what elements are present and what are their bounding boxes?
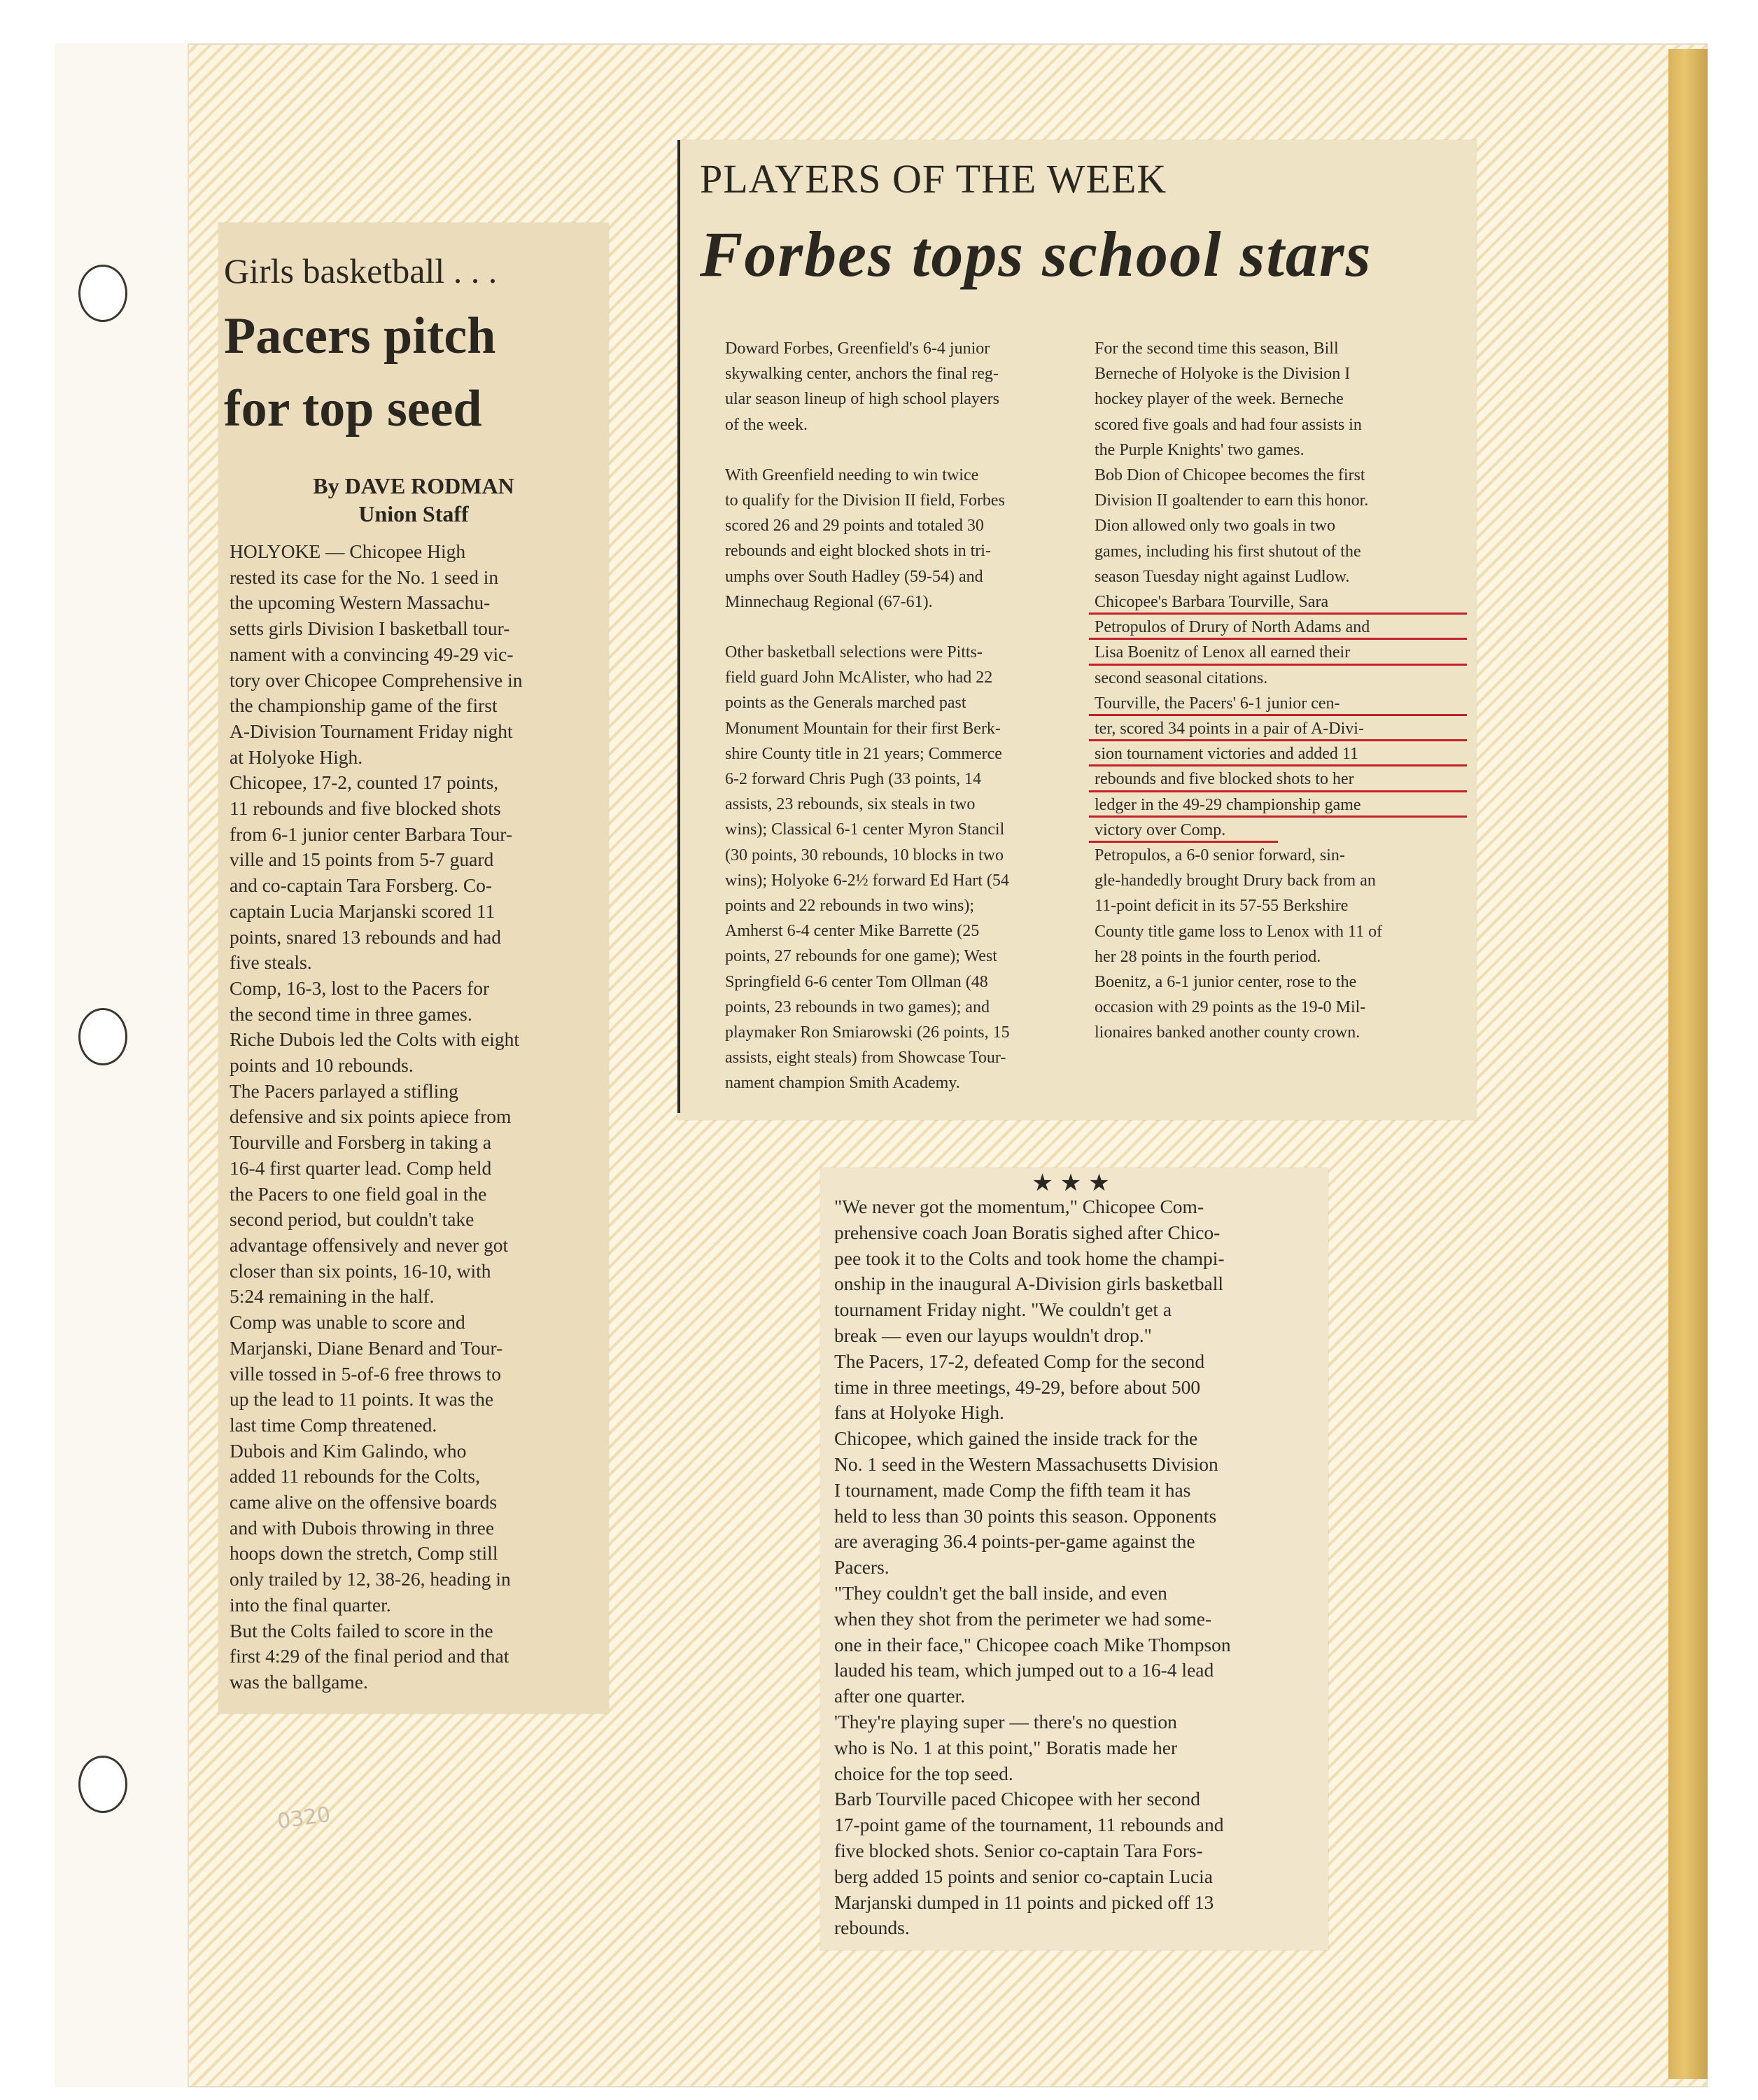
text-line: Marjanski, Diane Benard and Tour- (230, 1336, 503, 1359)
text-line: Boenitz, a 6-1 junior center, rose to the (1095, 973, 1357, 992)
article-right-column (1095, 336, 1382, 1046)
red-underline (1089, 612, 1467, 615)
red-underline (1089, 664, 1467, 666)
section-heading: PLAYERS OF THE WEEK (700, 156, 1167, 202)
text-line: last time Comp threatened. (230, 1413, 437, 1436)
text-line: rebounds and five blocked shots to her (1095, 770, 1354, 789)
text-line: first 4:29 of the final period and that (230, 1645, 509, 1667)
text-line: field guard John McAlister, who had 22 (725, 668, 993, 687)
text-line: the championship game of the first (230, 694, 498, 717)
text-line: No. 1 seed in the Western Massachusetts Division (834, 1452, 1218, 1475)
clipping-momentum (820, 1168, 1328, 1950)
text-line: (30 points, 30 rebounds, 10 blocks in two (725, 846, 1004, 864)
text-line: advantage offensively and never got (230, 1233, 509, 1256)
text-line: captain Lucia Marjanski scored 11 (230, 899, 495, 922)
text-line: points, snared 13 rebounds and had (230, 925, 501, 948)
text-line: five blocked shots. Senior co-captain Tara Fors- (834, 1839, 1203, 1861)
clipping-players-of-week (677, 140, 1477, 1120)
text-line: ville tossed in 5-of-6 free throws to (230, 1362, 501, 1385)
text-line (725, 438, 1010, 463)
text-line (725, 615, 1010, 640)
text-line: A-Division Tournament Friday night (230, 720, 513, 742)
text-line: Chicopee, 17-2, counted 17 points, (230, 771, 499, 794)
text-line: into the final quarter. (230, 1593, 391, 1616)
binder-hole-middle (78, 1008, 127, 1065)
byline: By DAVE RODMAN (313, 473, 514, 498)
text-line: one in their face," Chicopee coach Mike Thompson (834, 1633, 1231, 1656)
text-line: points as the Generals marched past (725, 694, 966, 713)
text-line: the upcoming Western Massachu- (230, 592, 491, 614)
article-left-column (725, 336, 1010, 1096)
text-line: prehensive coach Joan Boratis sighed after Chico- (834, 1221, 1221, 1243)
text-line: ville and 15 points from 5-7 guard (230, 848, 494, 871)
text-line: scored five goals and had four assists in (1095, 415, 1362, 434)
text-line: from 6-1 junior center Barbara Tour- (230, 822, 513, 845)
text-line: Doward Forbes, Greenfield's 6-4 junior (725, 340, 990, 358)
text-line: games, including his first shutout of the (1095, 542, 1361, 561)
kicker: Girls basketball . . . (224, 251, 498, 290)
red-underline (1089, 764, 1467, 766)
text-line: rebounds and eight blocked shots in tri- (725, 542, 991, 561)
text-line: the second time in three games. (230, 1002, 472, 1025)
text-line: the Purple Knights' two games. (1095, 440, 1305, 459)
text-line: who is No. 1 at this point," Boratis made her (834, 1736, 1178, 1758)
text-line: Marjanski dumped in 11 points and picked off 13 (834, 1891, 1214, 1913)
red-underline (1089, 816, 1467, 818)
text-line: added 11 rebounds for the Colts, (230, 1465, 480, 1488)
text-line: break — even our layups wouldn't drop." (834, 1324, 1152, 1346)
text-line: shire County title in 21 years; Commerce (725, 744, 1002, 763)
text-line: Chicopee, which gained the inside track for the (834, 1427, 1198, 1450)
text-line: rebounds. (834, 1917, 910, 1939)
text-line: and with Dubois throwing in three (230, 1516, 495, 1539)
text-line: With Greenfield needing to win twice (725, 465, 979, 484)
text-line: Tourville and Forsberg in taking a (230, 1131, 492, 1154)
text-line: closer than six points, 16-10, with (230, 1259, 491, 1282)
text-line: nament champion Smith Academy. (725, 1074, 960, 1093)
text-line: at Holyoke High. (230, 746, 363, 768)
text-line: Monument Mountain for their first Berk- (725, 719, 1001, 738)
text-line: ledger in the 49-29 championship game (1095, 795, 1361, 814)
text-line: pee took it to the Colts and took home the champi- (834, 1247, 1225, 1269)
text-line: Riche Dubois led the Colts with eight (230, 1028, 519, 1051)
text-line: hockey player of the week. Berneche (1095, 390, 1344, 409)
page-edge-gold (1668, 49, 1708, 2079)
text-line: time in three meetings, 49-29, before about 500 (834, 1376, 1201, 1398)
text-line: was the ballgame. (230, 1670, 368, 1693)
text-line: Dion allowed only two goals in two (1095, 517, 1335, 536)
text-line: fans at Holyoke High. (834, 1401, 1004, 1424)
clipping-pacers-pitch (218, 223, 609, 1714)
text-line: points, 27 rebounds for one game); West (725, 947, 997, 966)
text-line: defensive and six points apiece from (230, 1105, 512, 1128)
text-line: nament with a convincing 49-29 vic- (230, 643, 514, 665)
text-line: Berneche of Holyoke is the Division I (1095, 365, 1351, 384)
text-line: Tourville, the Pacers' 6-1 junior cen- (1095, 694, 1340, 713)
text-line: came alive on the offensive boards (230, 1491, 498, 1513)
text-line: HOLYOKE — Chicopee High (230, 540, 466, 562)
text-line: The Pacers parlayed a stifling (230, 1079, 458, 1102)
text-line: The Pacers, 17-2, defeated Comp for the second (834, 1350, 1205, 1372)
text-line: five steals. (230, 951, 312, 974)
text-line: For the second time this season, Bill (1095, 340, 1339, 358)
text-line: skywalking center, anchors the final reg- (725, 365, 999, 384)
text-line: 16-4 first quarter lead. Comp held (230, 1156, 492, 1179)
text-line: Dubois and Kim Galindo, who (230, 1439, 467, 1462)
byline-org: Union Staff (358, 501, 469, 526)
text-line: ter, scored 34 points in a pair of A-Divi- (1095, 720, 1364, 738)
text-line: Chicopee's Barbara Tourville, Sara (1095, 593, 1329, 612)
text-line: wins); Holyoke 6-2½ forward Ed Hart (54 (725, 871, 1009, 890)
text-line: lauded his team, which jumped out to a 16-4 lead (834, 1659, 1214, 1681)
text-line: hoops down the stretch, Comp still (230, 1542, 498, 1564)
text-line: assists, eight steals) from Showcase Tour- (725, 1049, 1006, 1068)
text-line: But the Colts failed to score in the (230, 1619, 493, 1642)
text-line: Amherst 6-4 center Mike Barrette (25 (725, 922, 980, 941)
text-line: Comp was unable to score and (230, 1311, 465, 1334)
article-body (834, 1194, 1231, 1941)
text-line: 6-2 forward Chris Pugh (33 points, 14 (725, 770, 981, 789)
text-line: "We never got the momentum," Chicopee Com- (834, 1196, 1204, 1217)
headline: Forbes tops school stars (700, 218, 1372, 290)
text-line: points and 22 rebounds in two wins); (725, 897, 974, 916)
text-line: to qualify for the Division II field, Forbes (725, 491, 1005, 510)
text-line: 'They're playing super — there's no question (834, 1710, 1177, 1732)
text-line: umphs over South Hadley (59-54) and (725, 567, 983, 586)
text-line: Pacers. (834, 1556, 889, 1578)
text-line: are averaging 36.4 points-per-game against the (834, 1530, 1195, 1553)
text-line: Comp, 16-3, lost to the Pacers for (230, 976, 490, 999)
text-line: points, 23 rebounds in two games); and (725, 997, 990, 1016)
text-line: ular season lineup of high school players (725, 390, 999, 409)
text-line: of the week. (725, 415, 808, 434)
text-line: scored 26 and 29 points and totaled 30 (725, 517, 984, 536)
text-line: 11 rebounds and five blocked shots (230, 797, 501, 820)
text-line: only trailed by 12, 38-26, heading in (230, 1568, 511, 1590)
red-underline (1089, 841, 1278, 843)
text-line: Petropulos of Drury of North Adams and (1095, 618, 1370, 637)
binder-hole-bottom (78, 1756, 127, 1813)
text-line: after one quarter. (834, 1685, 966, 1707)
text-line: 11-point deficit in its 57-55 Berkshire (1095, 897, 1349, 916)
text-line: Lisa Boenitz of Lenox all earned their (1095, 643, 1351, 662)
text-line: Barb Tourville paced Chicopee with her second (834, 1788, 1200, 1810)
text-line: rested its case for the No. 1 seed in (230, 566, 499, 588)
pencil-mark: 0320 (275, 1802, 332, 1835)
binder-hole-top (78, 265, 127, 322)
text-line: playmaker Ron Smiarowski (26 points, 15 (725, 1023, 1010, 1042)
text-line: victory over Comp. (1095, 820, 1226, 839)
red-underline (1089, 790, 1467, 792)
stars-divider: ★★★ (1032, 1170, 1117, 1196)
text-line: setts girls Division I basketball tour- (230, 617, 510, 640)
text-line: I tournament, made Comp the fifth team it has (834, 1478, 1191, 1501)
text-line: Other basketball selections were Pitts- (725, 643, 983, 662)
text-line: choice for the top seed. (834, 1762, 1013, 1784)
text-line: second period, but couldn't take (230, 1208, 474, 1231)
column-rule (677, 140, 680, 1113)
text-line: wins); Classical 6-1 center Myron Stancil (725, 820, 1005, 839)
headline (224, 300, 495, 445)
text-line: "They couldn't get the ball inside, and even (834, 1581, 1167, 1604)
text-line: berg added 15 points and senior co-captain Lucia (834, 1865, 1213, 1887)
text-line: points and 10 rebounds. (230, 1054, 414, 1077)
text-line: the Pacers to one field goal in the (230, 1182, 487, 1205)
text-line: onship in the inaugural A-Division girls basketball (834, 1273, 1224, 1295)
headline-line-1: Pacers pitch (224, 307, 496, 365)
text-line: Bob Dion of Chicopee becomes the first (1095, 466, 1365, 485)
text-line: assists, 23 rebounds, six steals in two (725, 795, 976, 814)
text-line: held to less than 30 points this season. Opponents (834, 1504, 1217, 1527)
article-body (230, 539, 523, 1695)
text-line: 17-point game of the tournament, 11 rebounds and (834, 1814, 1224, 1836)
text-line: County title game loss to Lenox with 11 of (1095, 922, 1383, 941)
red-underline (1089, 739, 1467, 741)
text-line: second seasonal citations. (1095, 668, 1268, 687)
text-line: her 28 points in the fourth period. (1095, 947, 1321, 966)
text-line: Minnechaug Regional (67-61). (725, 592, 933, 611)
text-line: up the lead to 11 points. It was the (230, 1388, 494, 1410)
text-line: tournament Friday night. "We couldn't get a (834, 1298, 1172, 1321)
red-underline (1089, 638, 1467, 640)
text-line: occasion with 29 points as the 19-0 Mil- (1095, 998, 1366, 1017)
text-line: gle-handedly brought Drury back from an (1095, 872, 1376, 890)
text-line: Springfield 6-6 center Tom Ollman (48 (725, 972, 988, 991)
text-line: when they shot from the perimeter we had some- (834, 1607, 1212, 1630)
text-line: tory over Chicopee Comprehensive in (230, 668, 523, 691)
text-line: Petropulos, a 6-0 senior forward, sin- (1095, 846, 1345, 865)
red-underline (1089, 714, 1467, 716)
text-line: sion tournament victories and added 11 (1095, 745, 1359, 764)
text-line: 5:24 remaining in the half. (230, 1285, 435, 1308)
headline-line-2: for top seed (224, 380, 482, 438)
text-line: season Tuesday night against Ludlow. (1095, 567, 1350, 586)
text-line: Division II goaltender to earn this honor. (1095, 491, 1369, 510)
text-line: lionaires banked another county crown. (1095, 1023, 1360, 1042)
text-line: and co-captain Tara Forsberg. Co- (230, 874, 493, 897)
